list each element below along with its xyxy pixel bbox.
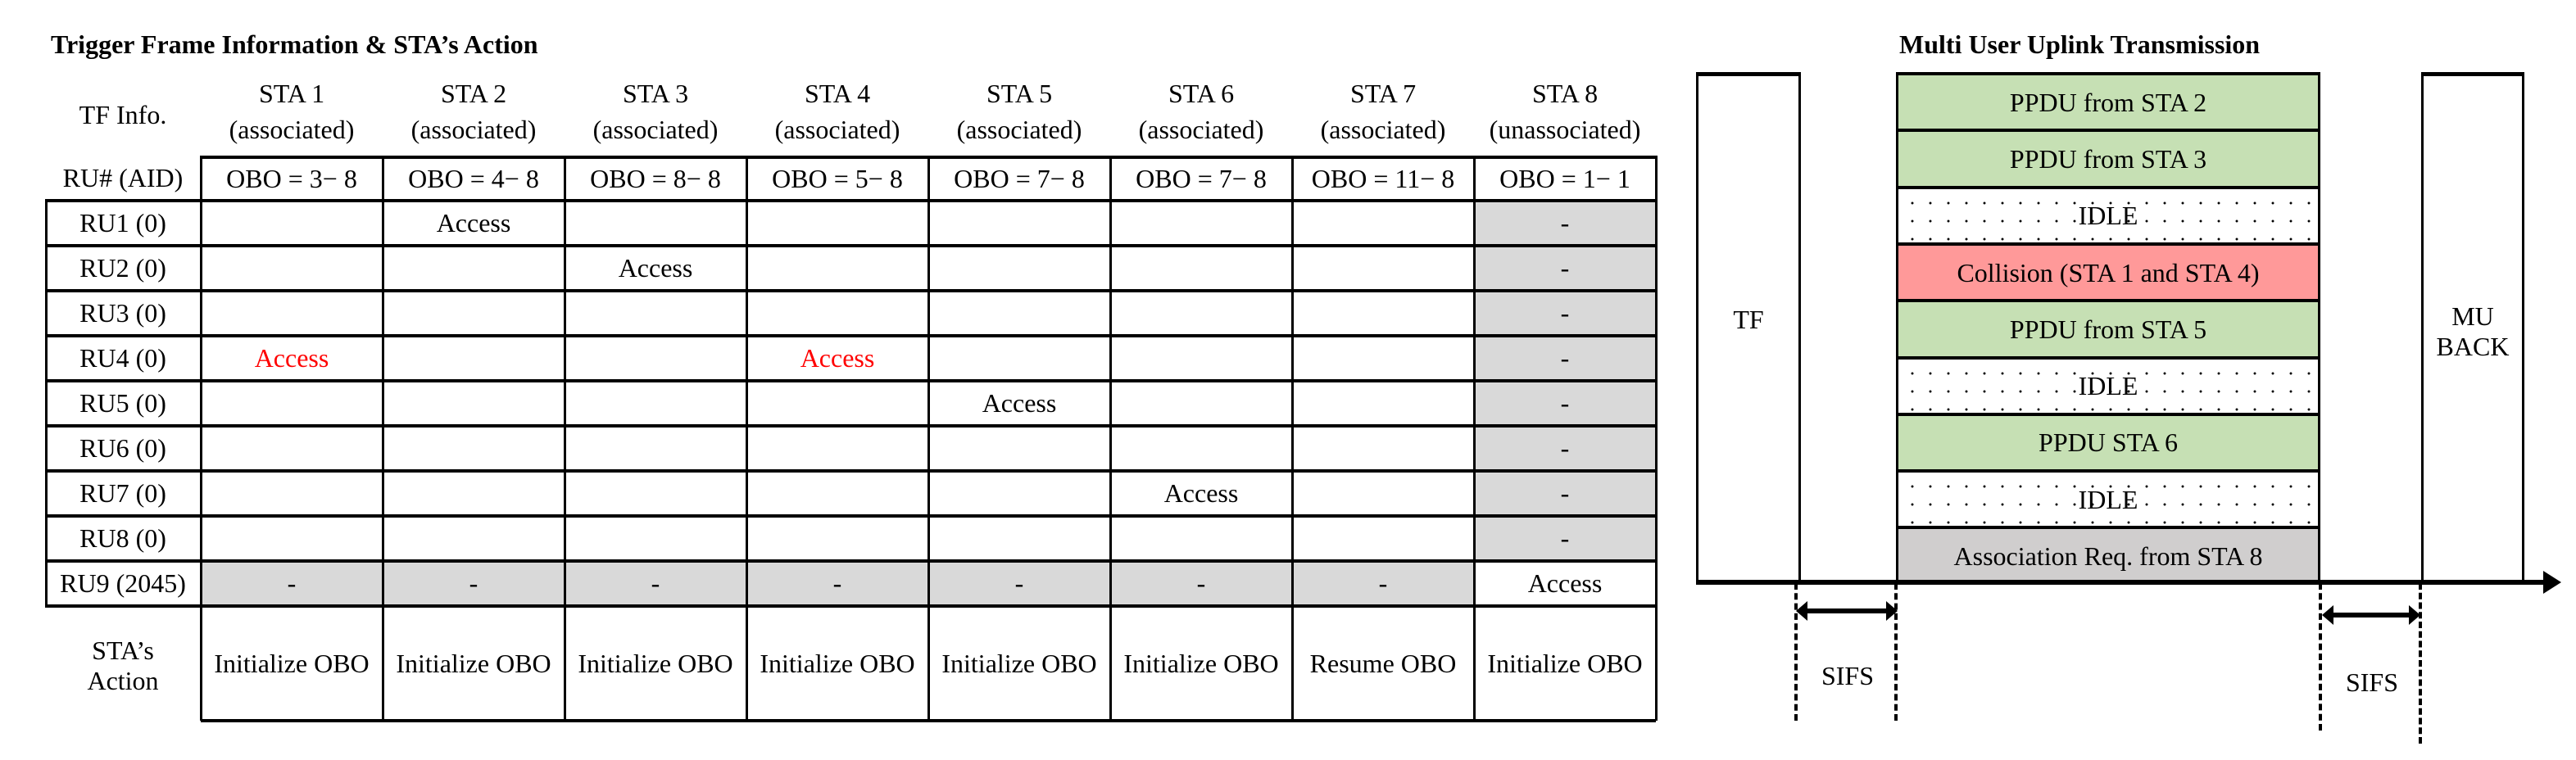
block-ppdu	[1896, 72, 2320, 129]
access-cell: Access	[982, 388, 1057, 418]
station-name: STA 1	[258, 79, 325, 108]
sta-action-cell: Initialize OBO	[396, 648, 551, 678]
sta-action-cell: Initialize OBO	[941, 648, 1097, 678]
block-label: IDLE	[2078, 201, 2138, 231]
empty-cell	[1292, 516, 1474, 561]
empty-cell	[383, 291, 565, 336]
empty-cell	[201, 471, 383, 516]
grid-line	[45, 424, 1656, 428]
ru-label: RU3 (0)	[79, 298, 166, 328]
sifs-label-right: SIFS	[2345, 667, 2399, 697]
empty-cell	[383, 246, 565, 291]
na-cell: -	[1560, 208, 1570, 238]
empty-cell	[1292, 201, 1474, 246]
empty-cell	[746, 246, 928, 291]
block-idle	[1896, 186, 2320, 243]
na-cell: -	[832, 568, 842, 599]
grid-line	[1291, 156, 1294, 721]
station-header-3	[565, 75, 746, 147]
block-label: IDLE	[2078, 371, 2138, 401]
na-cell: -	[1560, 253, 1570, 283]
ru-label: RU4 (0)	[79, 343, 166, 373]
station-name: STA 4	[804, 79, 871, 108]
sta-action-label	[45, 610, 201, 721]
station-header-2	[383, 75, 565, 147]
na-cell: -	[1560, 298, 1570, 328]
station-header-7	[1292, 75, 1474, 147]
empty-cell	[565, 291, 746, 336]
na-cell: -	[1378, 568, 1388, 599]
ru-label: RU2 (0)	[79, 253, 166, 283]
empty-cell	[1292, 381, 1474, 426]
ru-label: RU5 (0)	[79, 388, 166, 418]
empty-cell	[1110, 381, 1292, 426]
empty-cell	[928, 336, 1110, 381]
empty-cell	[1110, 426, 1292, 471]
ru-aid-label: RU# (AID)	[62, 163, 184, 193]
empty-cell	[1110, 201, 1292, 246]
obo-cell: OBO = 5− 8	[772, 164, 903, 194]
empty-cell	[1292, 246, 1474, 291]
empty-cell	[1110, 516, 1292, 561]
empty-cell	[383, 426, 565, 471]
station-header-5	[928, 75, 1110, 147]
sta-action-cell: Initialize OBO	[1123, 648, 1279, 678]
empty-cell	[201, 291, 383, 336]
empty-cell	[1110, 291, 1292, 336]
mu-back-label	[2421, 291, 2524, 373]
block-idle	[1896, 469, 2320, 527]
station-status: (associated)	[229, 115, 355, 144]
grid-line	[1655, 156, 1658, 721]
block-label: Association Req. from STA 8	[1953, 541, 2263, 572]
ru-label: RU6 (0)	[79, 433, 166, 464]
station-name: STA 3	[622, 79, 689, 108]
empty-cell	[565, 516, 746, 561]
sta-action-label-line1: STA’s	[92, 635, 154, 665]
ru-label: RU7 (0)	[79, 478, 166, 509]
obo-cell: OBO = 3− 8	[226, 164, 357, 194]
empty-cell	[1292, 336, 1474, 381]
station-name: STA 8	[1531, 79, 1599, 108]
na-cell: -	[1196, 568, 1206, 599]
tf-info-label: TF Info.	[79, 99, 167, 129]
empty-cell	[928, 426, 1110, 471]
sifs-label-left: SIFS	[1821, 660, 1875, 690]
access-cell: Access	[254, 343, 329, 373]
station-header-6	[1110, 75, 1292, 147]
access-cell: Access	[800, 343, 875, 373]
na-cell: -	[1560, 433, 1570, 464]
access-cell: Access	[618, 253, 693, 283]
empty-cell	[201, 246, 383, 291]
block-assoc	[1896, 526, 2320, 583]
empty-cell	[565, 336, 746, 381]
na-cell: -	[1560, 478, 1570, 509]
empty-cell	[928, 291, 1110, 336]
empty-cell	[1292, 426, 1474, 471]
grid-line	[45, 334, 1656, 337]
na-cell: -	[1014, 568, 1024, 599]
empty-cell	[746, 426, 928, 471]
diagram-title: Multi User Uplink Transmission	[1899, 29, 2261, 59]
empty-cell	[565, 201, 746, 246]
ru-label: RU9 (2045)	[60, 568, 186, 599]
station-header-4	[746, 75, 928, 147]
obo-cell: OBO = 8− 8	[590, 164, 721, 194]
grid-line	[45, 379, 1656, 382]
empty-cell	[928, 246, 1110, 291]
empty-cell	[928, 471, 1110, 516]
sta-action-label-line2: Action	[87, 665, 159, 695]
block-label: PPDU from STA 5	[2009, 314, 2207, 344]
empty-cell	[201, 381, 383, 426]
access-cell: Access	[1527, 568, 1603, 599]
sifs-left-double-arrow-icon	[1794, 598, 1899, 624]
na-cell: -	[287, 568, 297, 599]
grid-line	[927, 156, 930, 721]
ru-label: RU8 (0)	[79, 523, 166, 554]
grid-line	[45, 244, 1656, 247]
na-cell: -	[1560, 523, 1570, 554]
block-collision	[1896, 242, 2320, 300]
block-ppdu	[1896, 413, 2320, 470]
grid-line	[45, 289, 1656, 292]
empty-cell	[383, 336, 565, 381]
ru-label: RU1 (0)	[79, 208, 166, 238]
empty-cell	[383, 471, 565, 516]
tf-label: TF	[1733, 304, 1764, 334]
mu-back-line2: BACK	[2436, 332, 2510, 361]
empty-cell	[383, 516, 565, 561]
access-cell: Access	[1163, 478, 1239, 509]
empty-cell	[746, 201, 928, 246]
empty-cell	[383, 381, 565, 426]
empty-cell	[746, 381, 928, 426]
grid-line	[45, 199, 1656, 202]
na-cell: -	[651, 568, 660, 599]
sta-action-cell: Initialize OBO	[578, 648, 733, 678]
station-header-8	[1474, 75, 1656, 147]
block-label: PPDU from STA 2	[2009, 87, 2207, 117]
sta-action-cell: Initialize OBO	[1487, 648, 1643, 678]
grid-line	[45, 201, 48, 606]
station-status: (associated)	[1320, 115, 1446, 144]
grid-line	[45, 469, 1656, 473]
block-label: Collision (STA 1 and STA 4)	[1957, 257, 2260, 287]
empty-cell	[746, 471, 928, 516]
station-status: (associated)	[410, 115, 537, 144]
na-cell: -	[469, 568, 478, 599]
block-label: PPDU STA 6	[2039, 428, 2178, 458]
empty-cell	[201, 201, 383, 246]
sta-action-cell: Resume OBO	[1309, 648, 1457, 678]
block-ppdu	[1896, 299, 2320, 356]
station-status: (unassociated)	[1489, 115, 1641, 144]
obo-cell: OBO = 7− 8	[1136, 164, 1267, 194]
axis-arrowhead-icon	[2543, 571, 2561, 594]
empty-cell	[928, 201, 1110, 246]
empty-cell	[1292, 471, 1474, 516]
sta-action-cell: Initialize OBO	[760, 648, 915, 678]
grid-line	[1109, 156, 1112, 721]
block-ppdu	[1896, 129, 2320, 186]
empty-cell	[201, 516, 383, 561]
na-cell: -	[1560, 388, 1570, 418]
table-title: Trigger Frame Information & STA’s Action	[51, 29, 538, 59]
obo-cell: OBO = 4− 8	[408, 164, 539, 194]
grid-line	[1473, 156, 1476, 721]
empty-cell	[1292, 291, 1474, 336]
empty-cell	[201, 426, 383, 471]
sifs-right-double-arrow-icon	[2320, 602, 2422, 628]
obo-cell: OBO = 7− 8	[954, 164, 1085, 194]
empty-cell	[746, 291, 928, 336]
station-status: (associated)	[774, 115, 900, 144]
station-name: STA 2	[440, 79, 507, 108]
grid-line	[45, 514, 1656, 518]
block-label: PPDU from STA 3	[2009, 143, 2207, 174]
empty-cell	[565, 426, 746, 471]
station-name: STA 6	[1168, 79, 1235, 108]
block-label: IDLE	[2078, 484, 2138, 514]
empty-cell	[565, 471, 746, 516]
block-idle	[1896, 356, 2320, 414]
na-cell: -	[1560, 343, 1570, 373]
obo-cell: OBO = 11− 8	[1311, 164, 1455, 194]
access-cell: Access	[436, 208, 511, 238]
empty-cell	[928, 516, 1110, 561]
station-header-1	[201, 75, 383, 147]
grid-line	[45, 604, 1656, 608]
station-status: (associated)	[592, 115, 719, 144]
mu-back-line1: MU	[2451, 301, 2494, 332]
grid-line	[382, 156, 384, 721]
empty-cell	[1110, 246, 1292, 291]
empty-cell	[746, 516, 928, 561]
empty-cell	[565, 381, 746, 426]
grid-line	[45, 559, 1656, 563]
obo-cell: OBO = 1− 1	[1499, 164, 1630, 194]
grid-line	[746, 156, 748, 721]
station-status: (associated)	[956, 115, 1082, 144]
station-status: (associated)	[1138, 115, 1264, 144]
station-name: STA 7	[1349, 79, 1417, 108]
empty-cell	[1110, 336, 1292, 381]
grid-line	[564, 156, 566, 721]
sta-action-cell: Initialize OBO	[214, 648, 370, 678]
station-name: STA 5	[986, 79, 1053, 108]
